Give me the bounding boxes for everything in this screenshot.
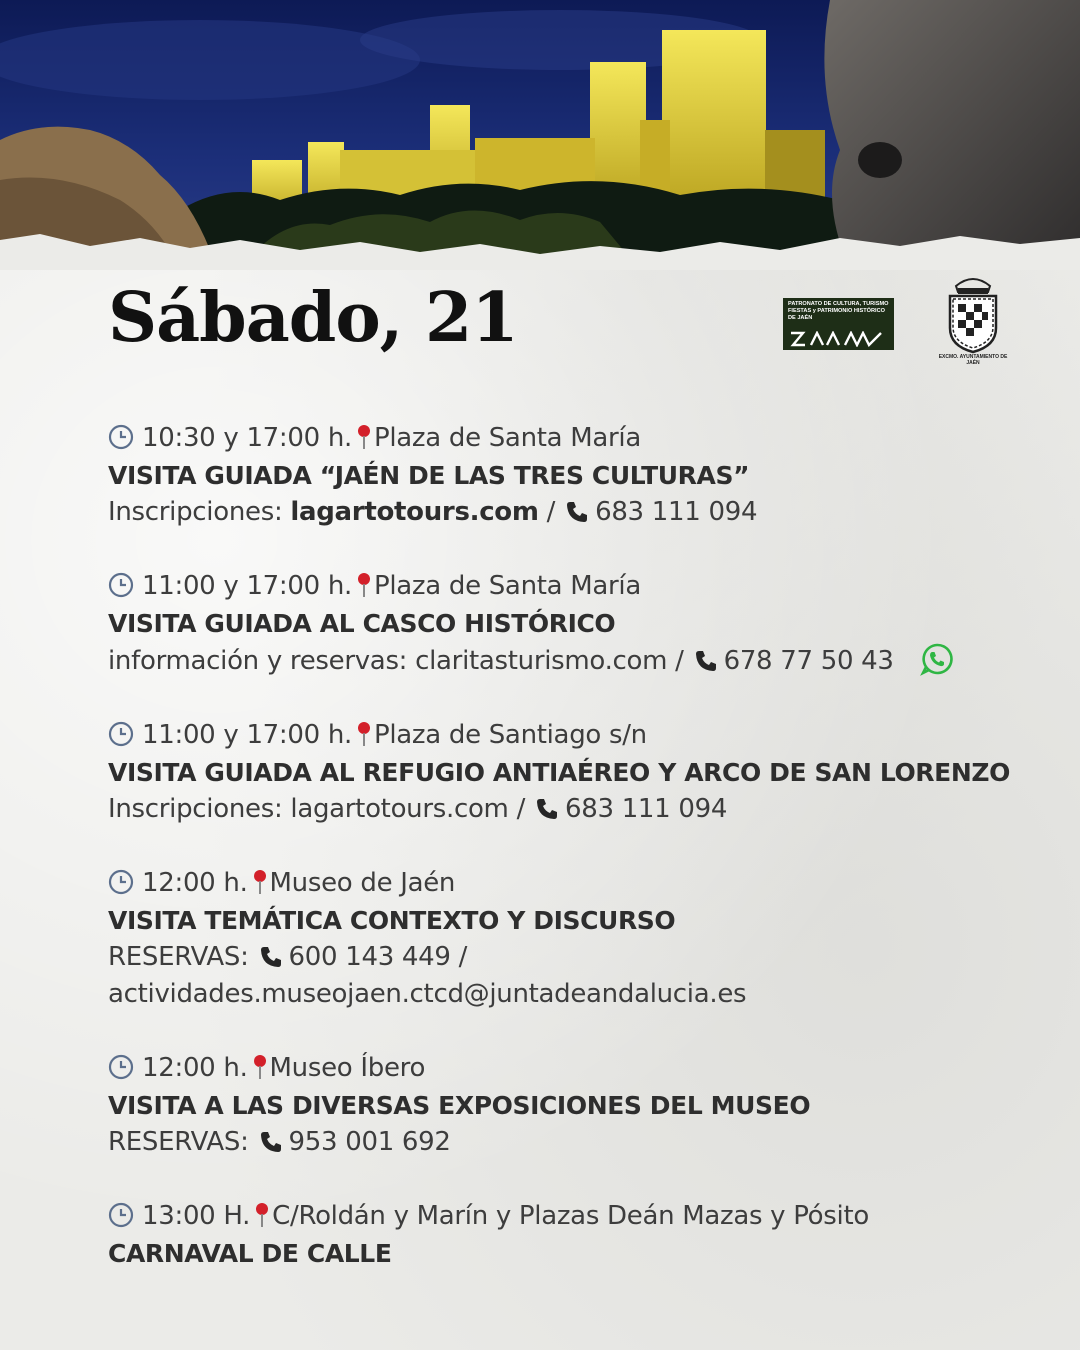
separator: / — [458, 942, 468, 972]
event-place: C/Roldán y Marín y Plazas Deán Mazas y Pósito — [272, 1201, 869, 1231]
event-title: VISITA A LAS DIVERSAS EXPOSICIONES DEL MUSEO — [108, 1091, 811, 1120]
event-place: Plaza de Santiago s/n — [373, 720, 647, 750]
phone-icon — [259, 945, 283, 969]
separator: / — [675, 646, 684, 676]
clock-icon — [108, 869, 134, 895]
event-contact — [108, 1124, 1038, 1161]
event-item — [108, 568, 1038, 680]
page-title: Sábado, 21 — [108, 278, 518, 358]
event-item — [108, 1050, 1038, 1161]
event-time-place — [108, 568, 1038, 605]
pin-icon — [254, 1202, 270, 1228]
clock-icon — [108, 1054, 134, 1080]
event-contact — [108, 939, 1038, 976]
event-contact — [108, 791, 1038, 828]
event-time: 13:00 H. — [142, 1201, 251, 1231]
event-email-line — [108, 976, 1038, 1013]
events-list — [108, 420, 1038, 1309]
pin-icon — [252, 1054, 268, 1080]
phone-number[interactable]: 953 001 692 — [288, 1127, 451, 1157]
patronato-logo — [783, 298, 894, 350]
event-item — [108, 1198, 1038, 1272]
phone-number[interactable]: 678 77 50 43 — [723, 646, 894, 676]
event-title: VISITA TEMÁTICA CONTEXTO Y DISCURSO — [108, 906, 676, 935]
clock-icon — [108, 1202, 134, 1228]
event-item — [108, 865, 1038, 1013]
contact-label: RESERVAS: — [108, 1127, 249, 1157]
website-link[interactable]: claritasturismo.com — [415, 646, 668, 676]
pin-icon — [356, 721, 372, 747]
coat-of-arms-icon — [944, 276, 1002, 354]
event-contact — [108, 642, 1038, 680]
castle-night-photo — [0, 0, 1080, 270]
clock-icon — [108, 572, 134, 598]
event-place: Museo Íbero — [269, 1053, 426, 1083]
event-time-place — [108, 420, 1038, 457]
contact-label: Inscripciones: — [108, 794, 283, 824]
event-title: VISITA GUIADA AL CASCO HISTÓRICO — [108, 609, 616, 638]
event-place: Museo de Jaén — [269, 868, 456, 898]
event-time: 12:00 h. — [142, 868, 248, 898]
clock-icon — [108, 721, 134, 747]
event-time-place — [108, 865, 1038, 902]
event-time: 11:00 y 17:00 h. — [142, 720, 352, 750]
contact-label: información y reservas: — [108, 646, 408, 676]
website-link[interactable]: lagartotours.com — [290, 497, 539, 527]
event-item — [108, 420, 1038, 531]
pin-icon — [252, 869, 268, 895]
event-time-place — [108, 1198, 1038, 1235]
patronato-logo-mark-icon — [789, 331, 887, 347]
phone-number[interactable]: 683 111 094 — [565, 794, 728, 824]
event-time-place — [108, 717, 1038, 754]
ayuntamiento-logo — [938, 276, 1008, 368]
phone-number[interactable]: 600 143 449 — [288, 942, 451, 972]
separator: / — [546, 497, 556, 527]
ayuntamiento-logo-text: EXCMO. AYUNTAMIENTO DE JAÉN — [938, 354, 1008, 366]
event-place: Plaza de Santa María — [373, 423, 641, 453]
event-title: CARNAVAL DE CALLE — [108, 1239, 392, 1268]
event-title: VISITA GUIADA AL REFUGIO ANTIAÉREO Y ARCO DE SAN LORENZO — [108, 758, 1010, 787]
event-item — [108, 717, 1038, 828]
pin-icon — [356, 572, 372, 598]
event-title: VISITA GUIADA “JAÉN DE LAS TRES CULTURAS” — [108, 461, 750, 490]
patronato-logo-text: PATRONATO DE CULTURA, TURISMO FIESTAS y PATRIMONIO HISTÓRICO DE JAÉN — [788, 301, 889, 321]
event-contact — [108, 494, 1038, 531]
contact-label: RESERVAS: — [108, 942, 249, 972]
separator: / — [516, 794, 526, 824]
phone-icon — [535, 797, 559, 821]
phone-icon — [565, 500, 589, 524]
phone-number[interactable]: 683 111 094 — [595, 497, 758, 527]
clock-icon — [108, 424, 134, 450]
event-place: Plaza de Santa María — [373, 571, 641, 601]
contact-label: Inscripciones: — [108, 497, 283, 527]
event-time: 11:00 y 17:00 h. — [142, 571, 352, 601]
whatsapp-icon[interactable] — [920, 642, 954, 676]
website-link[interactable]: lagartotours.com — [290, 794, 509, 824]
phone-icon — [694, 649, 718, 673]
email-link[interactable]: actividades.museojaen.ctcd@juntadeandalucia.es — [108, 979, 747, 1009]
event-time-place — [108, 1050, 1038, 1087]
event-time: 12:00 h. — [142, 1053, 248, 1083]
pin-icon — [356, 424, 372, 450]
event-time: 10:30 y 17:00 h. — [142, 423, 352, 453]
phone-icon — [259, 1130, 283, 1154]
